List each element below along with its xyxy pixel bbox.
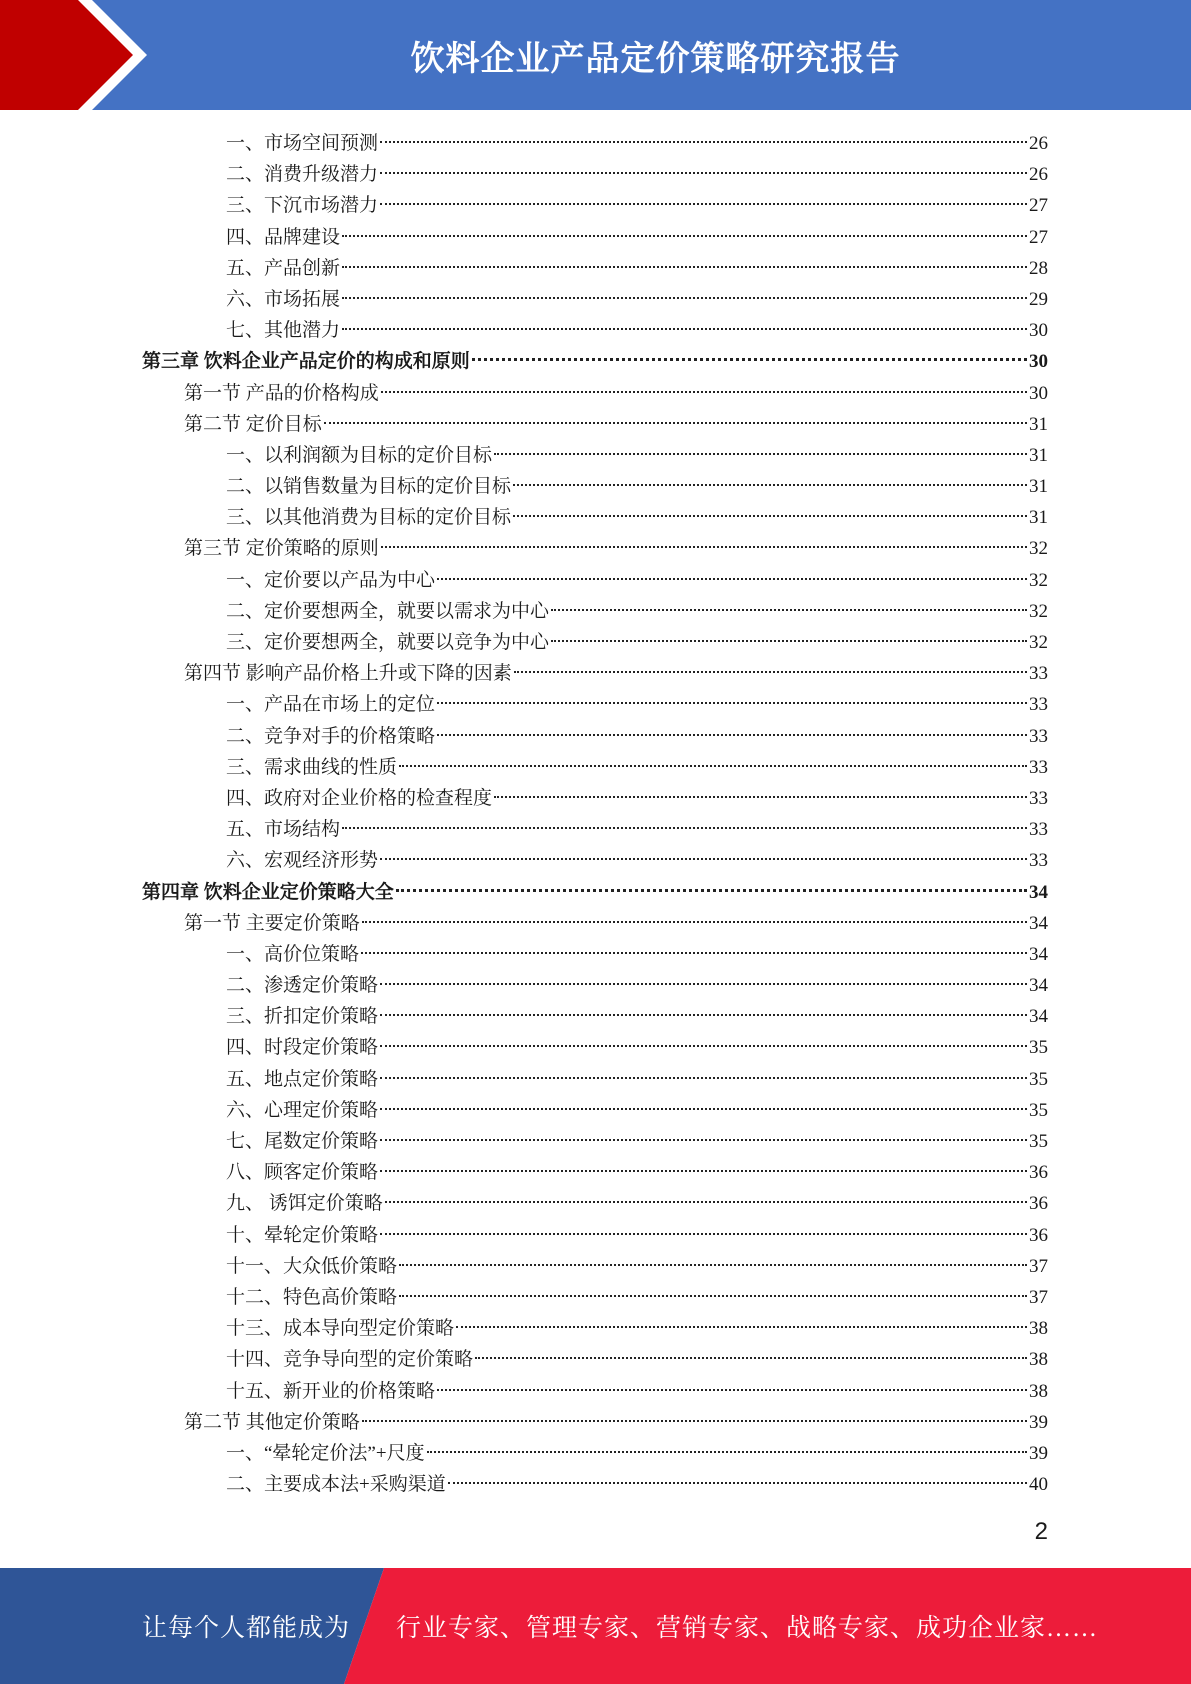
toc-item-entry[interactable] xyxy=(0,253,1191,284)
dot-leader xyxy=(342,328,1027,330)
dot-leader xyxy=(380,203,1027,205)
toc-entry-label: 五、市场结构 xyxy=(226,819,341,841)
toc-entry-label: 三、定价要想两全，就要以竞争为中心 xyxy=(226,632,550,653)
toc-entry-label: 三、需求曲线的性质 xyxy=(226,756,398,778)
toc-entry-label: 第二节 定价目标 xyxy=(184,413,322,435)
toc-entry-page: 36 xyxy=(1029,1162,1048,1184)
toc-item-entry[interactable] xyxy=(0,1251,1191,1282)
dot-leader xyxy=(362,921,1027,923)
toc-item-entry[interactable] xyxy=(0,1032,1191,1063)
toc-entry-label: 十三、成本导向型定价策略 xyxy=(226,1318,455,1340)
toc-item-entry[interactable] xyxy=(0,190,1191,221)
toc-entry-page: 38 xyxy=(1029,1349,1048,1371)
toc-entry-label: 第三节 定价策略的原则 xyxy=(184,538,379,560)
toc-entry-page: 31 xyxy=(1029,413,1048,435)
toc-entry-label: 十、晕轮定价策略 xyxy=(226,1224,379,1246)
dot-leader xyxy=(551,640,1027,642)
toc-item-entry[interactable] xyxy=(0,814,1191,845)
dot-leader xyxy=(456,1326,1027,1328)
dot-leader xyxy=(361,952,1027,954)
toc-item-entry[interactable] xyxy=(0,315,1191,346)
toc-section-entry[interactable] xyxy=(0,1407,1191,1438)
toc-item-entry[interactable] xyxy=(0,1469,1191,1500)
toc-entry-page: 27 xyxy=(1029,195,1048,217)
toc-entry-page: 33 xyxy=(1029,694,1048,716)
dot-leader xyxy=(513,515,1027,517)
dot-leader xyxy=(324,422,1027,424)
toc-entry-page: 33 xyxy=(1029,725,1048,747)
toc-entry-page: 26 xyxy=(1029,164,1048,186)
toc-item-entry[interactable] xyxy=(0,596,1191,627)
toc-entry-label: 四、品牌建设 xyxy=(226,226,341,248)
dot-leader xyxy=(342,827,1027,829)
toc-item-entry[interactable] xyxy=(0,159,1191,190)
toc-entry-label: 四、时段定价策略 xyxy=(226,1037,379,1059)
toc-entry-label: 二、消费升级潜力 xyxy=(226,164,379,186)
toc-section-entry[interactable] xyxy=(0,409,1191,440)
toc-entry-page: 35 xyxy=(1029,1068,1048,1090)
footer-slogan-left: 让每个人都能成为 xyxy=(142,1615,351,1642)
toc-entry-page: 32 xyxy=(1029,569,1048,591)
toc-entry-page: 36 xyxy=(1029,1224,1048,1246)
toc-item-entry[interactable] xyxy=(0,1220,1191,1251)
dot-leader xyxy=(381,546,1027,548)
toc-entry-label: 十五、新开业的价格策略 xyxy=(226,1380,436,1402)
dot-leader xyxy=(380,141,1027,143)
toc-entry-page: 34 xyxy=(1029,975,1048,997)
toc-entry-label: 第一节 主要定价策略 xyxy=(184,912,360,934)
dot-leader xyxy=(437,734,1027,736)
toc-entry-label: 六、市场拓展 xyxy=(226,288,341,310)
dot-leader xyxy=(472,358,1027,361)
toc-entry-label: 三、下沉市场潜力 xyxy=(226,195,379,217)
toc-entry-page: 34 xyxy=(1029,912,1048,934)
toc-entry-page: 35 xyxy=(1029,1099,1048,1121)
toc-item-entry[interactable] xyxy=(0,1126,1191,1157)
toc-item-entry[interactable] xyxy=(0,1157,1191,1188)
dot-leader xyxy=(399,1295,1027,1297)
toc-item-entry[interactable] xyxy=(0,1095,1191,1126)
dot-leader xyxy=(342,297,1027,299)
toc-entry-page: 39 xyxy=(1029,1411,1048,1433)
toc-item-entry[interactable] xyxy=(0,1001,1191,1032)
dot-leader xyxy=(437,578,1027,580)
toc-entry-label: 七、其他潜力 xyxy=(226,320,341,342)
dot-leader xyxy=(399,765,1027,767)
toc-section-entry[interactable] xyxy=(0,378,1191,409)
header-bar xyxy=(0,0,1191,110)
dot-leader xyxy=(399,1264,1027,1266)
toc-entry-label: 二、渗透定价策略 xyxy=(226,975,379,997)
dot-leader xyxy=(342,266,1027,268)
toc-item-entry[interactable] xyxy=(0,783,1191,814)
toc-item-entry[interactable] xyxy=(0,1313,1191,1344)
toc-item-entry[interactable] xyxy=(0,627,1191,658)
toc-entry-page: 33 xyxy=(1029,787,1048,809)
toc-entry-page: 38 xyxy=(1029,1380,1048,1402)
toc-item-entry[interactable] xyxy=(0,845,1191,876)
toc-entry-page: 33 xyxy=(1029,663,1048,685)
page-number: 2 xyxy=(1034,1518,1048,1545)
dot-leader xyxy=(380,1233,1027,1235)
dot-leader xyxy=(380,1045,1027,1047)
toc-entry-label: 二、竞争对手的价格策略 xyxy=(226,725,436,747)
toc-section-entry[interactable] xyxy=(0,658,1191,689)
toc-entry-label: 三、以其他消费为目标的定价目标 xyxy=(226,507,512,529)
toc-entry-page: 29 xyxy=(1029,288,1048,310)
dot-leader xyxy=(380,172,1027,174)
toc-entry-page: 28 xyxy=(1029,257,1048,279)
toc-item-entry[interactable] xyxy=(0,939,1191,970)
toc-entry-label: 一、市场空间预测 xyxy=(226,133,379,154)
toc-entry-label: 六、心理定价策略 xyxy=(226,1099,379,1121)
toc-item-entry[interactable] xyxy=(0,1064,1191,1095)
toc-entry-label: 一、高价位策略 xyxy=(226,943,360,965)
dot-leader xyxy=(513,484,1027,486)
toc-entry-page: 33 xyxy=(1029,756,1048,778)
toc-entry-label: 九、 诱饵定价策略 xyxy=(226,1193,383,1215)
toc-entry-page: 36 xyxy=(1029,1193,1048,1215)
toc-entry-page: 26 xyxy=(1029,133,1048,154)
toc-entry-page: 35 xyxy=(1029,1037,1048,1059)
toc-entry-page: 30 xyxy=(1029,351,1048,373)
toc-entry-page: 32 xyxy=(1029,538,1048,560)
dot-leader xyxy=(380,1014,1027,1016)
toc-entry-page: 31 xyxy=(1029,476,1048,498)
toc-entry-label: 一、以利润额为目标的定价目标 xyxy=(226,444,493,466)
toc-entry-label: 五、产品创新 xyxy=(226,257,341,279)
toc-entry-label: 八、顾客定价策略 xyxy=(226,1162,379,1184)
toc-item-entry[interactable] xyxy=(0,565,1191,596)
toc-item-entry[interactable] xyxy=(0,1376,1191,1407)
footer-banner xyxy=(0,1568,1191,1684)
table-of-contents xyxy=(0,128,1191,1500)
toc-entry-page: 30 xyxy=(1029,320,1048,342)
toc-item-entry[interactable] xyxy=(0,502,1191,533)
toc-entry-label: 第二节 其他定价策略 xyxy=(184,1411,360,1433)
toc-entry-label: 六、宏观经济形势 xyxy=(226,850,379,872)
dot-leader xyxy=(385,1201,1027,1203)
dot-leader xyxy=(380,1139,1027,1141)
toc-entry-label: 第四节 影响产品价格上升或下降的因素 xyxy=(184,663,512,685)
toc-entry-label: 七、尾数定价策略 xyxy=(226,1131,379,1152)
toc-entry-label: 十二、特色高价策略 xyxy=(226,1286,398,1308)
toc-entry-label: 四、政府对企业价格的检查程度 xyxy=(226,787,493,809)
dot-leader xyxy=(551,609,1027,611)
dot-leader xyxy=(448,1482,1027,1484)
toc-item-entry[interactable] xyxy=(0,284,1191,315)
toc-entry-label: 三、折扣定价策略 xyxy=(226,1006,379,1028)
toc-entry-page: 39 xyxy=(1029,1442,1048,1464)
dot-leader xyxy=(494,453,1027,455)
dot-leader xyxy=(362,1420,1027,1422)
toc-entry-label: 一、“晕轮定价法”+尺度 xyxy=(226,1442,425,1464)
toc-item-entry[interactable] xyxy=(0,1282,1191,1313)
dot-leader xyxy=(475,1357,1027,1359)
dot-leader xyxy=(427,1451,1027,1453)
chevron-arrow-icon xyxy=(0,0,160,110)
toc-entry-page: 40 xyxy=(1029,1474,1048,1496)
dot-leader xyxy=(494,796,1027,798)
toc-entry-page: 30 xyxy=(1029,382,1048,404)
dot-leader xyxy=(380,858,1027,860)
report-title: 饮料企业产品定价策略研究报告 xyxy=(410,38,901,79)
toc-entry-page: 35 xyxy=(1029,1131,1048,1152)
toc-item-entry[interactable] xyxy=(0,1344,1191,1375)
toc-entry-page: 34 xyxy=(1029,943,1048,965)
toc-entry-label: 五、地点定价策略 xyxy=(226,1068,379,1090)
toc-entry-page: 34 xyxy=(1029,1006,1048,1028)
dot-leader xyxy=(514,671,1027,673)
dot-leader xyxy=(380,1077,1027,1079)
dot-leader xyxy=(380,1170,1027,1172)
toc-entry-page: 37 xyxy=(1029,1255,1048,1277)
toc-section-entry[interactable] xyxy=(0,533,1191,564)
toc-entry-page: 27 xyxy=(1029,226,1048,248)
dot-leader xyxy=(380,1108,1027,1110)
dot-leader xyxy=(381,391,1027,393)
toc-chapter-entry[interactable] xyxy=(0,877,1191,908)
toc-item-entry[interactable] xyxy=(0,689,1191,720)
toc-entry-page: 33 xyxy=(1029,850,1048,872)
dot-leader xyxy=(437,1389,1027,1391)
toc-item-entry[interactable] xyxy=(0,752,1191,783)
toc-entry-label: 第一节 产品的价格构成 xyxy=(184,382,379,404)
dot-leader xyxy=(396,889,1027,892)
toc-entry-page: 32 xyxy=(1029,600,1048,622)
toc-item-entry[interactable] xyxy=(0,721,1191,752)
toc-item-entry[interactable] xyxy=(0,471,1191,502)
toc-entry-label: 一、定价要以产品为中心 xyxy=(226,569,436,591)
toc-entry-page: 32 xyxy=(1029,632,1048,653)
toc-item-entry[interactable] xyxy=(0,1188,1191,1219)
toc-item-entry[interactable] xyxy=(0,970,1191,1001)
toc-section-entry[interactable] xyxy=(0,908,1191,939)
toc-entry-label: 一、产品在市场上的定位 xyxy=(226,694,436,716)
toc-entry-page: 31 xyxy=(1029,444,1048,466)
dot-leader xyxy=(342,235,1027,237)
toc-chapter-entry[interactable] xyxy=(0,346,1191,377)
toc-entry-label: 二、主要成本法+采购渠道 xyxy=(226,1474,446,1496)
toc-entry-page: 38 xyxy=(1029,1318,1048,1340)
toc-item-entry[interactable] xyxy=(0,440,1191,471)
toc-item-entry[interactable] xyxy=(0,1438,1191,1469)
toc-entry-label: 第四章 饮料企业定价策略大全 xyxy=(142,881,394,903)
toc-entry-label: 二、以销售数量为目标的定价目标 xyxy=(226,476,512,498)
dot-leader xyxy=(437,702,1027,704)
toc-entry-label: 二、定价要想两全，就要以需求为中心 xyxy=(226,600,550,622)
toc-entry-page: 37 xyxy=(1029,1286,1048,1308)
toc-item-entry[interactable] xyxy=(0,128,1191,159)
toc-entry-label: 十四、竞争导向型的定价策略 xyxy=(226,1349,474,1371)
footer-slogan-right: 行业专家、管理专家、营销专家、战略专家、成功企业家…… xyxy=(396,1615,1099,1642)
toc-entry-page: 31 xyxy=(1029,507,1048,529)
toc-item-entry[interactable] xyxy=(0,222,1191,253)
toc-entry-page: 34 xyxy=(1029,881,1048,903)
toc-entry-label: 十一、大众低价策略 xyxy=(226,1255,398,1277)
toc-entry-label: 第三章 饮料企业产品定价的构成和原则 xyxy=(142,351,470,373)
dot-leader xyxy=(380,983,1027,985)
toc-entry-page: 33 xyxy=(1029,819,1048,841)
